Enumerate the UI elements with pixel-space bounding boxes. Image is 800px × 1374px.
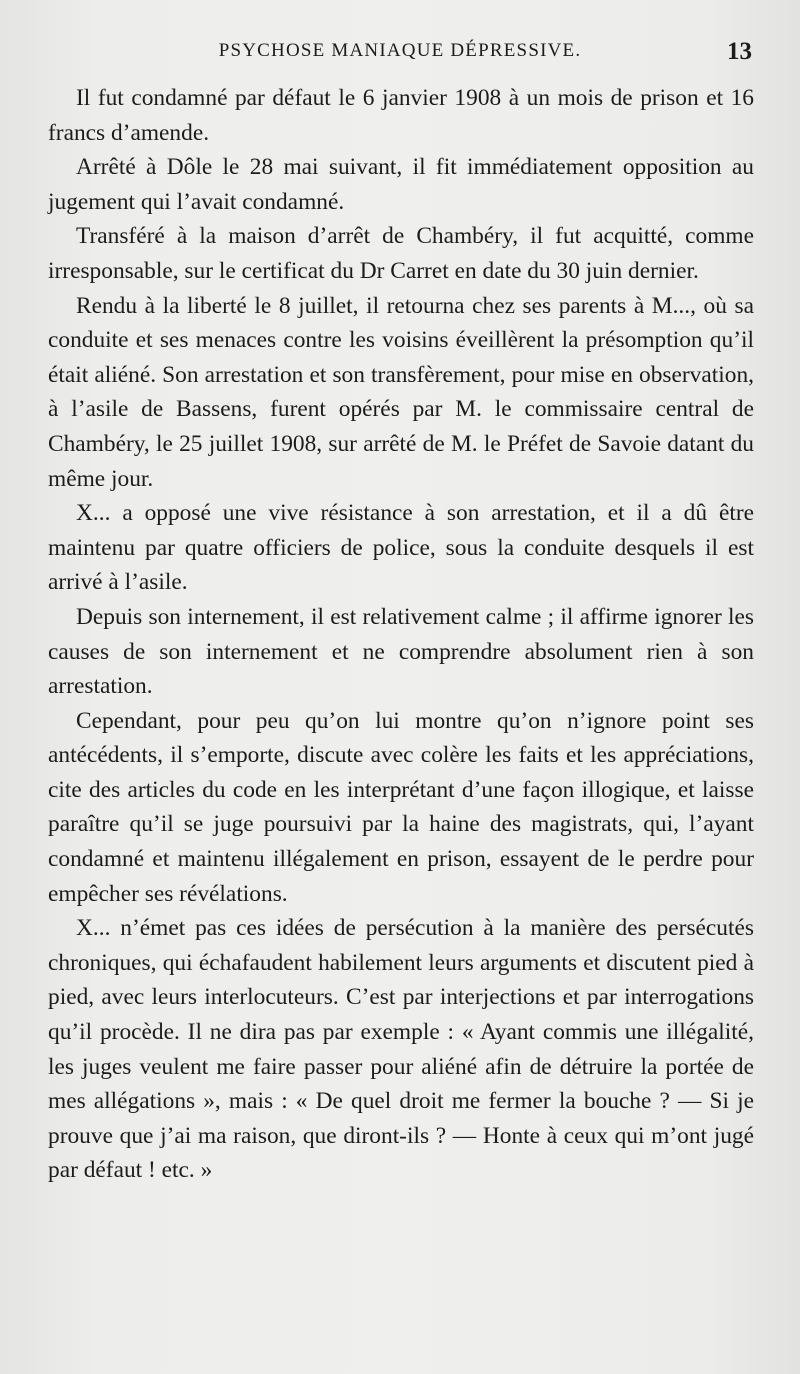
paragraph-persecution: X... n’émet pas ces idées de persécution à la manière des persécutés chroniques, qui échafaudent habilement leurs arguments et discutent pied à pied, avec leurs interlocuteurs. C’est par interjections et par interrogations qu’il procède. Il ne dira pas par exemple : « Ayant commis une illégalité, les juges veulent me faire passer pour aliéné afin de détruire la portée de mes allégations », mais : « De quel droit me fermer la bouche ? — Si je prouve que j’ai ma raison, que diront-ils ? — Honte à ceux qui m’ont jugé par défaut ! etc. » (48, 915, 754, 1184)
paragraph-internment: Depuis son internement, il est relativement calme ; il affirme ignorer les causes de son internement et ne comprendre absolument rien à son arrestation. (48, 603, 754, 700)
page-number: 13 (727, 38, 752, 65)
paragraph-antecedents: Cependant, pour peu qu’on lui montre qu’on n’ignore point ses antécédents, il s’emporte, discute avec colère les faits et les appréciations, cite des articles du code en les interprétant d’une façon illogique, et laisse paraître qu’il se juge poursuivi par la haine des magistrats, qui, l’ayant condamné et maintenu illégalement en prison, essayent de le perdre pour empêcher ses révélations. (48, 707, 754, 907)
paragraph-transfer-chambery: Transféré à la maison d’arrêt de Chambéry, il fut acquitté, comme irresponsable, sur le certificat du Dr Carret en date du 30 juin dernier. (48, 223, 754, 284)
body-text (48, 81, 754, 1188)
paragraph-conviction: Il fut condamné par défaut le 6 janvier 1908 à un mois de prison et 16 francs d’amende. (48, 85, 754, 146)
paragraph-resistance: X... a opposé une vive résistance à son arrestation, et il a dû être maintenu par quatre officiers de police, sous la conduite desquels il est arrivé à l’asile. (48, 500, 754, 596)
paragraph-release: Rendu à la liberté le 8 juillet, il retourna chez ses parents à M..., où sa conduite et ses menaces contre les voisins éveillèrent la présomption qu’il était aliéné. Son arrestation et son transfèrement, pour mise en observation, à l’asile de Bassens, furent opérés par M. le commissaire central de Chambéry, le 25 juillet 1908, sur arrêté de M. le Préfet de Savoie datant du même jour. (48, 292, 754, 492)
running-head (48, 38, 752, 68)
running-title: PSYCHOSE MANIAQUE DÉPRESSIVE. (218, 40, 582, 61)
paragraph-arrest-dole: Arrêté à Dôle le 28 mai suivant, il fit immédiatement opposition au jugement qui l’avait condamné. (48, 154, 754, 215)
